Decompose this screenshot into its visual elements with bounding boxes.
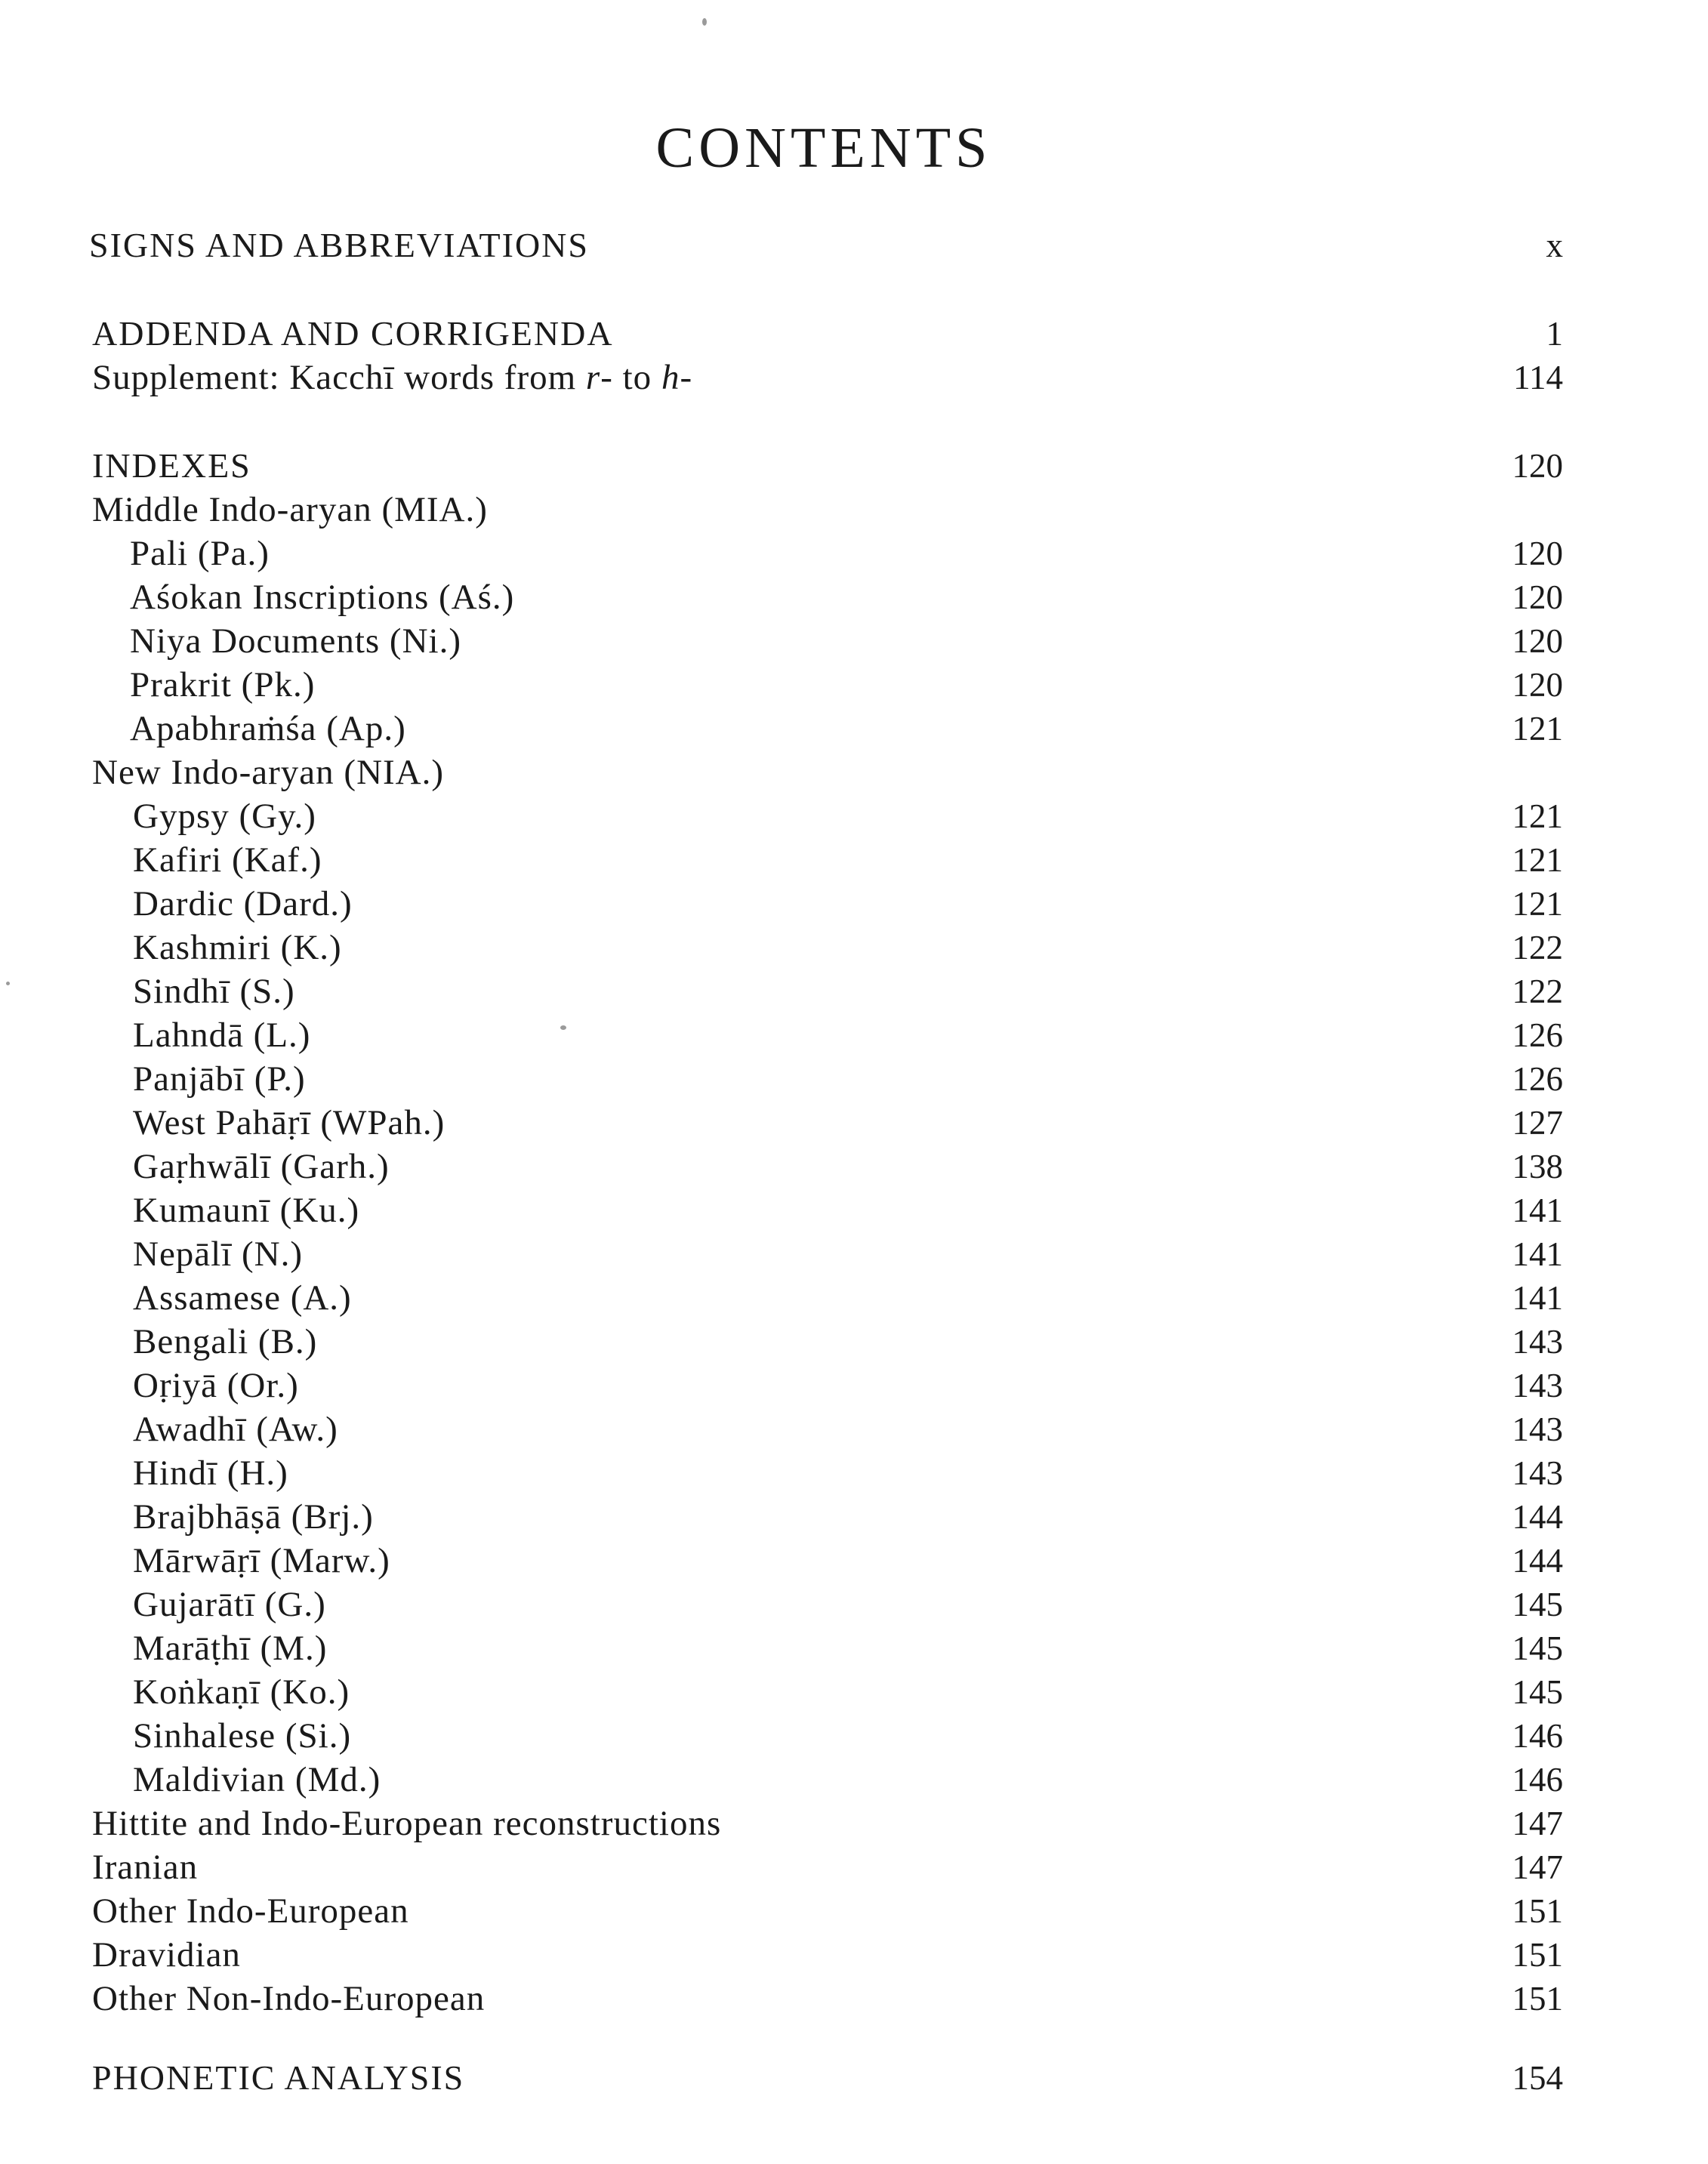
toc-entry-page: 151 [1512, 1936, 1563, 1974]
toc-entry-page: 120 [1512, 578, 1563, 616]
toc-entry-konkani[interactable] [0, 1670, 1708, 1714]
toc-entry-kashmiri[interactable] [0, 926, 1708, 969]
toc-entry-page: 122 [1512, 929, 1563, 966]
toc-entry-page: 143 [1512, 1410, 1563, 1448]
toc-entry-label: Apabhraṁśa (Ap.) [130, 709, 406, 748]
toc-entry-iranian[interactable] [0, 1845, 1708, 1889]
toc-entry-page: 121 [1512, 885, 1563, 923]
toc-entry-asokan-inscriptions[interactable] [0, 575, 1708, 619]
toc-entry-kumauni[interactable] [0, 1188, 1708, 1232]
toc-entry-label: Other Non-Indo-European [92, 1979, 486, 2018]
toc-entry-sinhalese[interactable] [0, 1714, 1708, 1758]
toc-entry-page: 154 [1512, 2059, 1563, 2097]
toc-entry-sindhi[interactable] [0, 969, 1708, 1013]
toc-entry-page: 146 [1512, 1717, 1563, 1755]
toc-entry-kafiri[interactable] [0, 838, 1708, 882]
toc-entry-label: New Indo-aryan (NIA.) [92, 753, 445, 792]
toc-entry-label: PHONETIC ANALYSIS [92, 2058, 465, 2097]
toc-entry-label: Kafiri (Kaf.) [133, 840, 322, 880]
toc-entry-label: Sinhalese (Si.) [133, 1716, 352, 1756]
toc-entry-label: Maldivian (Md.) [133, 1760, 381, 1799]
toc-entry-lahnda[interactable] [0, 1013, 1708, 1057]
ink-speck [560, 1025, 566, 1030]
toc-entry-gypsy[interactable] [0, 794, 1708, 838]
toc-entry-assamese[interactable] [0, 1276, 1708, 1320]
toc-entry-garhwali[interactable] [0, 1145, 1708, 1188]
toc-entry-page: 151 [1512, 1980, 1563, 2018]
page-title: CONTENTS [655, 116, 992, 180]
toc-entry-niya-documents[interactable] [0, 619, 1708, 663]
toc-entry-page: 121 [1512, 710, 1563, 748]
toc-entry-phonetic-analysis[interactable] [0, 2056, 1708, 2100]
toc-entry-dardic[interactable] [0, 882, 1708, 926]
toc-entry-label: Marāṭhī (M.) [133, 1629, 328, 1668]
toc-entry-page: 120 [1512, 622, 1563, 660]
toc-group-new-indo-aryan[interactable] [0, 751, 1708, 794]
toc-entry-label: Lahndā (L.) [133, 1016, 311, 1055]
toc-entry-west-pahari[interactable] [0, 1101, 1708, 1145]
toc-entry-page: x [1546, 227, 1563, 264]
toc-entry-label: Other Indo-European [92, 1891, 409, 1931]
toc-entry-dravidian[interactable] [0, 1933, 1708, 1977]
toc-entry-apabhramsa[interactable] [0, 707, 1708, 751]
toc-entry-hindi[interactable] [0, 1451, 1708, 1495]
toc-entry-oriya[interactable] [0, 1364, 1708, 1407]
toc-entry-label: Kashmiri (K.) [133, 928, 342, 967]
toc-entry-page: 121 [1512, 797, 1563, 835]
ink-speck [6, 982, 10, 985]
toc-entry-page: 145 [1512, 1673, 1563, 1711]
toc-entry-page: 143 [1512, 1454, 1563, 1492]
toc-entry-awadhi[interactable] [0, 1407, 1708, 1451]
toc-entry-label: Kumaunī (Ku.) [133, 1191, 360, 1230]
toc-entry-page: 151 [1512, 1892, 1563, 1930]
toc-entry-other-indo-european[interactable] [0, 1889, 1708, 1933]
toc-entry-label: Iranian [92, 1848, 199, 1887]
ink-speck [702, 18, 707, 26]
toc-entry-page: 147 [1512, 1848, 1563, 1886]
toc-entry-label: Gypsy (Gy.) [133, 797, 316, 836]
toc-entry-page: 138 [1512, 1148, 1563, 1185]
toc-entry-indexes[interactable] [0, 444, 1708, 488]
toc-entry-page: 143 [1512, 1323, 1563, 1361]
toc-entry-label: Gaṛhwālī (Garh.) [133, 1147, 390, 1186]
toc-entry-label: Dardic (Dard.) [133, 884, 353, 923]
toc-entry-page: 141 [1512, 1279, 1563, 1317]
toc-entry-label: West Pahāṛī (WPah.) [133, 1103, 445, 1142]
toc-entry-label: INDEXES [92, 446, 251, 485]
toc-entry-maldivian[interactable] [0, 1758, 1708, 1802]
toc-entry-label: Dravidian [92, 1935, 241, 1974]
toc-entry-prakrit[interactable] [0, 663, 1708, 707]
toc-entry-signs-and-abbreviations[interactable] [0, 223, 1708, 267]
toc-entry-label: ADDENDA AND CORRIGENDA [92, 314, 614, 353]
toc-entry-label: Hindī (H.) [133, 1453, 288, 1493]
toc-entry-label: Middle Indo-aryan (MIA.) [92, 490, 488, 529]
toc-entry-addenda-and-corrigenda[interactable] [0, 312, 1708, 356]
toc-entry-page: 121 [1512, 841, 1563, 879]
toc-entry-label: SIGNS AND ABBREVIATIONS [89, 226, 589, 264]
toc-entry-page: 145 [1512, 1586, 1563, 1623]
toc-entry-other-non-indo-european[interactable] [0, 1977, 1708, 2021]
toc-entry-brajbhasa[interactable] [0, 1495, 1708, 1539]
toc-entry-page: 126 [1512, 1060, 1563, 1098]
toc-entry-marwari[interactable] [0, 1539, 1708, 1583]
toc-entry-label: Supplement: Kacchī words from r- to h- [92, 358, 693, 397]
toc-entry-page: 122 [1512, 973, 1563, 1010]
toc-entry-page: 147 [1512, 1805, 1563, 1842]
toc-entry-label: Prakrit (Pk.) [130, 665, 316, 704]
toc-entry-page: 141 [1512, 1235, 1563, 1273]
toc-entry-label: Awadhī (Aw.) [133, 1410, 338, 1449]
toc-entry-page: 1 [1546, 315, 1563, 353]
toc-entry-page: 120 [1512, 535, 1563, 572]
toc-entry-page: 146 [1512, 1761, 1563, 1799]
toc-entry-hittite-indo-european[interactable] [0, 1802, 1708, 1845]
toc-entry-page: 126 [1512, 1016, 1563, 1054]
toc-entry-label: Brajbhāṣā (Brj.) [133, 1497, 374, 1537]
toc-entry-page: 127 [1512, 1104, 1563, 1142]
toc-entry-label: Hittite and Indo-European reconstructions [92, 1804, 722, 1843]
toc-entry-label: Nepālī (N.) [133, 1235, 304, 1274]
toc-entry-page: 145 [1512, 1629, 1563, 1667]
toc-entry-page: 143 [1512, 1367, 1563, 1404]
toc-entry-label: Pali (Pa.) [130, 534, 270, 573]
toc-entry-label: Aśokan Inscriptions (Aś.) [130, 578, 515, 617]
toc-entry-label: Oṛiyā (Or.) [133, 1366, 299, 1405]
toc-entry-pali[interactable] [0, 532, 1708, 575]
toc-entry-page: 120 [1512, 666, 1563, 704]
toc-entry-page: 114 [1513, 359, 1563, 396]
toc-group-middle-indo-aryan[interactable] [0, 488, 1708, 532]
toc-entry-page: 120 [1512, 447, 1563, 485]
toc-entry-label: Panjābī (P.) [133, 1059, 306, 1099]
toc-entry-label: Niya Documents (Ni.) [130, 621, 461, 661]
toc-entry-label: Assamese (A.) [133, 1278, 352, 1318]
toc-entry-gujarati[interactable] [0, 1583, 1708, 1626]
toc-entry-label: Gujarātī (G.) [133, 1585, 326, 1624]
toc-entry-page: 144 [1512, 1498, 1563, 1536]
toc-entry-label: Mārwāṛī (Marw.) [133, 1541, 390, 1580]
toc-entry-panjabi[interactable] [0, 1057, 1708, 1101]
toc-entry-label: Koṅkaṇī (Ko.) [133, 1672, 350, 1712]
toc-entry-bengali[interactable] [0, 1320, 1708, 1364]
toc-entry-page: 144 [1512, 1542, 1563, 1580]
toc-entry-marathi[interactable] [0, 1626, 1708, 1670]
toc-entry-label: Bengali (B.) [133, 1322, 318, 1361]
toc-entry-nepali[interactable] [0, 1232, 1708, 1276]
toc-entry-page: 141 [1512, 1191, 1563, 1229]
toc-entry-supplement[interactable] [0, 356, 1708, 399]
toc-entry-label: Sindhī (S.) [133, 972, 295, 1011]
